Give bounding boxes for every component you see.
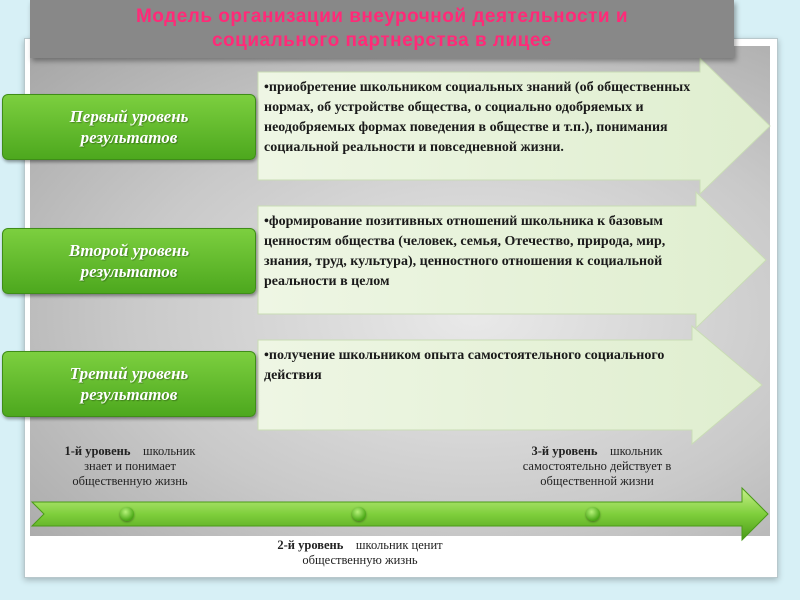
level-2-label-line1: Второй уровень xyxy=(68,241,190,260)
title-line-1: Модель организации внеурочной деятельности и xyxy=(135,6,629,27)
timeline-label-3-title: 3-й уровень xyxy=(531,444,598,458)
timeline-label-1-rest: школьник xyxy=(142,444,196,458)
timeline-dot-1 xyxy=(120,507,134,521)
timeline-label-2-rest: школьник ценит xyxy=(355,538,443,552)
title-line-2: социального партнерства в лицее xyxy=(211,30,552,51)
level-1-description: •приобретение школьником социальных знаний (об общественных нормах, об устройстве общества, о социально одобряемых и неодобряемых формах поведения в обществе и т.п.), понимания социальной реальности и повседневной жизни. xyxy=(264,80,691,155)
page-title xyxy=(30,0,734,58)
timeline-label-1 xyxy=(40,444,220,489)
level-3-description: •получение школьником опыта самостоятельного социального действия xyxy=(264,348,665,383)
level-2-label-line2: результатов xyxy=(80,262,178,281)
timeline-dot-3 xyxy=(586,507,600,521)
timeline-label-1-title: 1-й уровень xyxy=(64,444,131,458)
level-1-label-line2: результатов xyxy=(80,128,178,147)
level-1-box xyxy=(2,94,256,160)
timeline-label-2 xyxy=(250,538,470,568)
timeline-arrow xyxy=(32,488,768,540)
level-3-label-line2: результатов xyxy=(80,385,178,404)
level-1-label-line1: Первый уровень xyxy=(69,107,189,126)
timeline-label-3-line3: общественной жизни xyxy=(540,474,654,488)
timeline-dot-2 xyxy=(352,507,366,521)
timeline-label-3 xyxy=(492,444,702,489)
timeline-label-3-rest: школьник xyxy=(609,444,663,458)
timeline-label-1-line3: общественную жизнь xyxy=(72,474,188,488)
level-3-label-line1: Третий уровень xyxy=(69,364,189,383)
timeline-label-3-line2: самостоятельно действует в xyxy=(522,459,672,473)
level-3-box xyxy=(2,351,256,417)
timeline-label-1-line2: знает и понимает xyxy=(84,459,176,473)
timeline-label-2-line2: общественную жизнь xyxy=(302,553,418,567)
timeline-label-2-title: 2-й уровень xyxy=(277,538,344,552)
level-2-description: •формирование позитивных отношений школьника к базовым ценностям общества (человек, семья, Отечество, природа, мир, знания, труд, культура), ценностного отношения к социальной реальности в целом xyxy=(264,214,666,289)
level-2-box xyxy=(2,228,256,294)
